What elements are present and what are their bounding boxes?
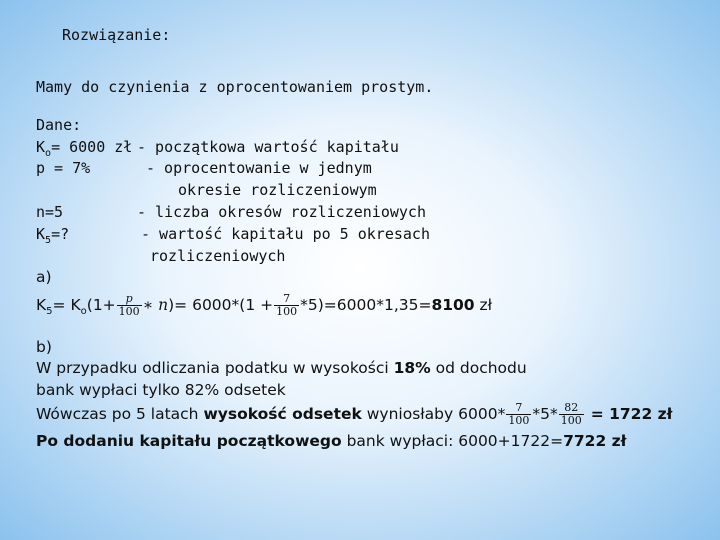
part-b-line-1: W przypadku odliczania podatku w wysokości 18% od dochodu	[36, 359, 527, 377]
fraction-82-over-100: $\frac{82}{100}$	[560, 401, 582, 427]
given-n-desc: - liczba okresów rozliczeniowych	[137, 203, 426, 221]
given-k0-desc: - początkowa wartość kapitału	[137, 138, 399, 156]
part-b-line-4: Po dodaniu kapitału początkowego bank wypłaci: 6000+1722=7722 zł	[36, 432, 627, 450]
fraction-7-over-100-b: $\frac{7}{100}$	[508, 401, 530, 427]
part-a-result: 8100	[431, 296, 475, 314]
given-label: Dane:	[36, 116, 82, 134]
fraction-p-over-100: $\frac{p}{100}$	[118, 292, 140, 318]
given-k5-desc-1: - wartość kapitału po 5 okresach	[141, 225, 430, 243]
given-p-desc-1: - oprocentowanie w jednym	[146, 159, 372, 177]
part-b-interest-result: = 1722 zł	[590, 405, 673, 423]
given-k5: $K_5=$?	[36, 225, 70, 246]
fraction-7-over-100: $\frac{7}{100}$	[276, 292, 298, 318]
solution-heading: Rozwiązanie:	[62, 26, 171, 44]
part-b-total-result: 7722 zł	[563, 432, 627, 450]
given-p: p = 7%	[36, 159, 91, 177]
given-p-desc-2: okresie rozliczeniowym	[178, 181, 377, 199]
part-b-line-3: Wówczas po 5 latach wysokość odsetek wyniosłaby 6000* $\frac{7}{100}$ *5* $\frac{82}{100}$ = 1722 zł	[36, 401, 673, 427]
part-a-label: a)	[36, 268, 52, 286]
intro-text: Mamy do czynienia z oprocentowaniem prostym.	[36, 78, 434, 96]
part-b-label: b)	[36, 338, 52, 356]
given-k0: $K_o= 6000$ zł	[36, 138, 133, 159]
given-n: n=5	[36, 203, 64, 221]
given-k5-desc-2: rozliczeniowych	[150, 247, 286, 265]
part-b-line-2: bank wypłaci tylko 82% odsetek	[36, 381, 286, 399]
part-a-formula: $K_5= K_o(1+$ $\frac{p}{100}$ ∗ n)= 6000*(1 + $\frac{7}{100}$ *5)=6000*1,35=8100 zł	[36, 292, 493, 318]
